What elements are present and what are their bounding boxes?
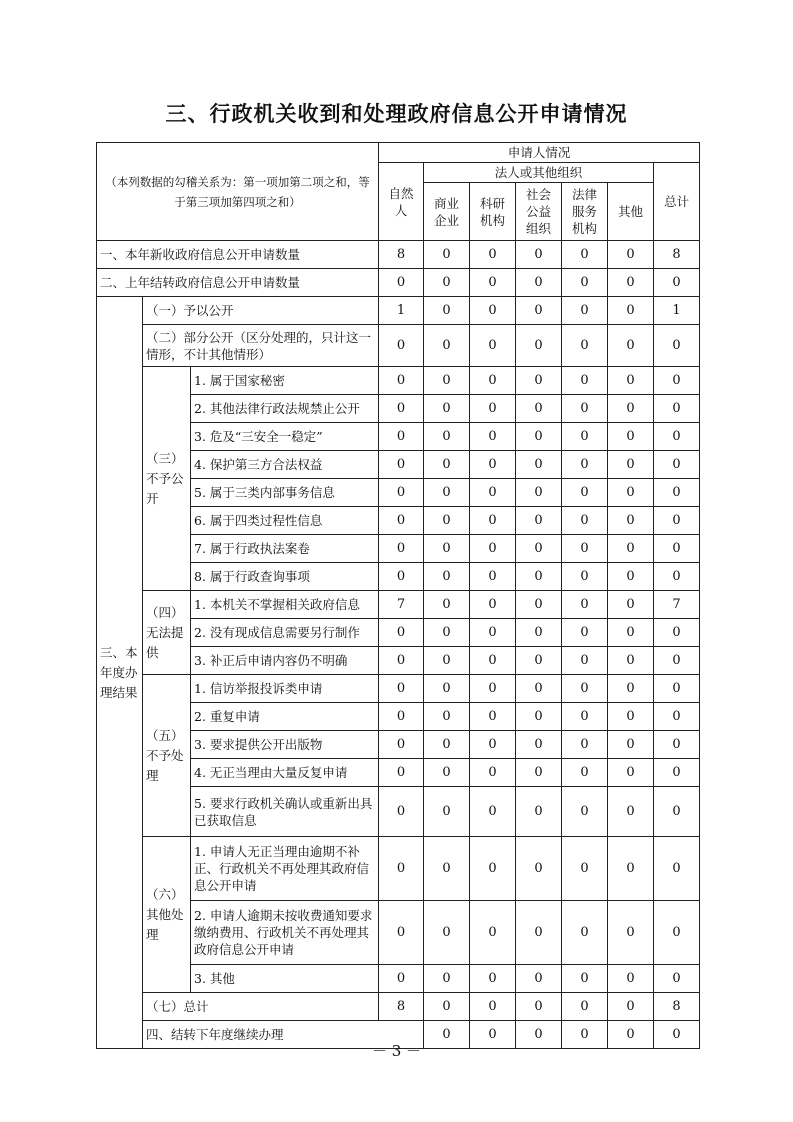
cell-value: 0 [470, 535, 516, 563]
cell-value: 0 [379, 901, 424, 965]
cell-value: 0 [424, 759, 470, 787]
cell-value: 0 [470, 787, 516, 837]
cell-value: 0 [470, 269, 516, 297]
cell-value: 0 [379, 535, 424, 563]
cell-value: 0 [654, 647, 700, 675]
cell-value: 0 [424, 731, 470, 759]
cell-value: 0 [608, 837, 654, 901]
cell-value: 0 [562, 563, 608, 591]
cell-value: 1 [654, 297, 700, 325]
cell-value: 0 [516, 367, 562, 395]
cell-value: 0 [562, 269, 608, 297]
cell-value: 0 [608, 759, 654, 787]
cell-value: 0 [424, 367, 470, 395]
cell-value: 7 [379, 591, 424, 619]
cell-value: 0 [516, 423, 562, 451]
cell-value: 0 [516, 395, 562, 423]
table-row [97, 837, 700, 901]
cell-value: 0 [608, 647, 654, 675]
header-legal-org: 法人或其他组织 [424, 163, 654, 183]
cell-value: 0 [424, 619, 470, 647]
row-label: 3. 其他 [191, 965, 379, 993]
cell-value: 7 [654, 591, 700, 619]
cell-value: 8 [654, 993, 700, 1021]
cell-value: 0 [608, 619, 654, 647]
cell-value: 0 [516, 647, 562, 675]
group-label-g4: （四）无法提供 [143, 591, 191, 675]
cell-value: 0 [424, 787, 470, 837]
cell-value: 0 [562, 619, 608, 647]
cell-value: 0 [424, 1021, 470, 1049]
cell-value: 0 [608, 451, 654, 479]
table-row [97, 591, 700, 619]
cell-value: 0 [424, 269, 470, 297]
cell-value: 0 [608, 367, 654, 395]
cell-value: 0 [608, 269, 654, 297]
cell-value: 0 [654, 1021, 700, 1049]
cell-value: 0 [654, 395, 700, 423]
cell-value: 0 [379, 269, 424, 297]
group-label-g5: （五）不予处理 [143, 675, 191, 837]
cell-value: 0 [424, 535, 470, 563]
cell-value: 0 [379, 451, 424, 479]
cell-value: 0 [654, 479, 700, 507]
row-label: 2. 重复申请 [191, 703, 379, 731]
cell-value: 0 [654, 535, 700, 563]
cell-value: 0 [379, 675, 424, 703]
cell-value: 0 [562, 507, 608, 535]
cell-value: 0 [379, 703, 424, 731]
cell-value: 0 [562, 965, 608, 993]
row-label: 4. 保护第三方合法权益 [191, 451, 379, 479]
cell-value: 0 [608, 675, 654, 703]
cell-value: 0 [470, 759, 516, 787]
cell-value: 0 [516, 535, 562, 563]
cell-value: 0 [424, 325, 470, 367]
cell-value: 0 [424, 451, 470, 479]
row-label: 1. 属于国家秘密 [191, 367, 379, 395]
row-label: 2. 没有现成信息需要另行制作 [191, 619, 379, 647]
cell-value: 0 [608, 479, 654, 507]
cell-value: 0 [608, 591, 654, 619]
cell-value: 0 [379, 325, 424, 367]
cell-value: 0 [608, 787, 654, 837]
page-number: － 3 － [371, 1042, 422, 1060]
cell-value: 0 [516, 241, 562, 269]
row-label: 1. 信访举报投诉类申请 [191, 675, 379, 703]
cell-value: 0 [516, 591, 562, 619]
cell-value: 0 [379, 395, 424, 423]
cell-value: 0 [516, 269, 562, 297]
cell-value: 0 [608, 325, 654, 367]
header-applicant: 申请人情况 [379, 143, 700, 163]
cell-value: 0 [424, 901, 470, 965]
cell-value: 0 [608, 731, 654, 759]
cell-value: 0 [470, 675, 516, 703]
row-label: 5. 属于三类内部事务信息 [191, 479, 379, 507]
cell-value: 0 [516, 451, 562, 479]
table-row [97, 325, 700, 367]
row-label: 5. 要求行政机关确认或重新出具已获取信息 [191, 787, 379, 837]
cell-value: 0 [516, 731, 562, 759]
cell-value: 0 [562, 787, 608, 837]
cell-value: 0 [470, 451, 516, 479]
cell-value: 0 [424, 837, 470, 901]
cell-value: 0 [379, 367, 424, 395]
cell-value: 0 [379, 423, 424, 451]
row-label: 1. 申请人无正当理由逾期不补正、行政机关不再处理其政府信息公开申请 [191, 837, 379, 901]
cell-value: 0 [470, 563, 516, 591]
header-social: 社会公益组织 [516, 183, 562, 241]
cell-value: 0 [379, 563, 424, 591]
cell-value: 0 [608, 507, 654, 535]
cell-value: 0 [516, 507, 562, 535]
section-3-label: 三、本年度办理结果 [97, 297, 143, 1049]
cell-value: 0 [562, 901, 608, 965]
cell-value: 0 [562, 837, 608, 901]
cell-value: 0 [424, 297, 470, 325]
table-row [97, 675, 700, 703]
cell-value: 0 [424, 423, 470, 451]
header-business: 商业企业 [424, 183, 470, 241]
cell-value: 0 [470, 731, 516, 759]
cell-value: 0 [562, 451, 608, 479]
cell-value: 0 [654, 563, 700, 591]
cell-value: 0 [424, 675, 470, 703]
row-label: （七）总计 [143, 993, 379, 1021]
cell-value: 0 [516, 787, 562, 837]
cell-value: 0 [562, 423, 608, 451]
cell-value: 0 [470, 325, 516, 367]
row-label: 2. 申请人逾期未按收费通知要求缴纳费用、行政机关不再处理其政府信息公开申请 [191, 901, 379, 965]
cell-value: 0 [562, 591, 608, 619]
row-label: （一）予以公开 [143, 297, 379, 325]
cell-value: 0 [608, 395, 654, 423]
cell-value: 0 [654, 619, 700, 647]
table-row [97, 367, 700, 395]
row-label: 3. 补正后申请内容仍不明确 [191, 647, 379, 675]
cell-value: 0 [470, 1021, 516, 1049]
cell-value: 0 [379, 507, 424, 535]
row-label: 一、本年新收政府信息公开申请数量 [97, 241, 379, 269]
cell-value: 0 [516, 297, 562, 325]
header-other: 其他 [608, 183, 654, 241]
cell-value: 0 [379, 759, 424, 787]
cell-value: 0 [424, 395, 470, 423]
cell-value: 0 [608, 297, 654, 325]
page-title: 三、行政机关收到和处理政府信息公开申请情况 [165, 102, 628, 126]
cell-value: 0 [608, 423, 654, 451]
cell-value: 0 [470, 993, 516, 1021]
cell-value: 0 [654, 965, 700, 993]
cell-value: 0 [562, 297, 608, 325]
cell-value: 0 [562, 395, 608, 423]
cell-value: 0 [516, 675, 562, 703]
cell-value: 0 [470, 395, 516, 423]
cell-value: 0 [424, 241, 470, 269]
cell-value: 0 [654, 423, 700, 451]
cell-value: 0 [470, 901, 516, 965]
cell-value: 0 [379, 731, 424, 759]
cell-value: 8 [379, 241, 424, 269]
cell-value: 0 [424, 563, 470, 591]
cell-value: 0 [516, 837, 562, 901]
cell-value: 0 [608, 1021, 654, 1049]
cell-value: 0 [562, 535, 608, 563]
header-total: 总计 [654, 163, 700, 241]
cell-value: 0 [470, 507, 516, 535]
cell-value: 0 [654, 325, 700, 367]
cell-value: 0 [562, 1021, 608, 1049]
row-label: 7. 属于行政执法案卷 [191, 535, 379, 563]
header-natural-person: 自然人 [379, 163, 424, 241]
cell-value: 0 [424, 591, 470, 619]
cell-value: 0 [654, 731, 700, 759]
cell-value: 0 [608, 901, 654, 965]
cell-value: 0 [562, 675, 608, 703]
cell-value: 0 [608, 965, 654, 993]
cell-value: 0 [470, 647, 516, 675]
table-row [97, 993, 700, 1021]
cell-value: 0 [654, 675, 700, 703]
cell-value: 0 [424, 965, 470, 993]
cell-value: 0 [654, 507, 700, 535]
cell-value: 0 [516, 1021, 562, 1049]
cell-value: 0 [516, 479, 562, 507]
cell-value: 0 [654, 901, 700, 965]
cell-value: 8 [379, 993, 424, 1021]
cell-value: 0 [562, 993, 608, 1021]
row-label: 8. 属于行政查询事项 [191, 563, 379, 591]
cell-value: 0 [562, 241, 608, 269]
cell-value: 0 [470, 619, 516, 647]
cell-value: 8 [654, 241, 700, 269]
cell-value: 0 [654, 451, 700, 479]
cell-value: 0 [379, 965, 424, 993]
cell-value: 0 [470, 367, 516, 395]
table-row [97, 297, 700, 325]
cell-value: 0 [562, 325, 608, 367]
cell-value: 0 [516, 703, 562, 731]
cell-value: 0 [516, 901, 562, 965]
cell-value: 0 [608, 241, 654, 269]
cell-value: 0 [379, 647, 424, 675]
cell-value: 0 [424, 703, 470, 731]
cell-value: 0 [470, 837, 516, 901]
cell-value: 0 [654, 787, 700, 837]
group-label-g6: （六）其他处理 [143, 837, 191, 993]
cell-value: 0 [654, 269, 700, 297]
cell-value: 0 [470, 423, 516, 451]
cell-value: 0 [562, 703, 608, 731]
cell-value: 0 [424, 507, 470, 535]
row-label: 四、结转下年度继续办理 [143, 1021, 424, 1049]
cell-value: 0 [608, 993, 654, 1021]
cell-value: 0 [562, 759, 608, 787]
table-row [97, 241, 700, 269]
cell-value: 0 [608, 563, 654, 591]
cell-value: 0 [379, 837, 424, 901]
cell-value: 0 [562, 479, 608, 507]
row-label: 4. 无正当理由大量反复申请 [191, 759, 379, 787]
row-label: 1. 本机关不掌握相关政府信息 [191, 591, 379, 619]
cell-value: 0 [654, 837, 700, 901]
cell-value: 0 [470, 965, 516, 993]
cell-value: 0 [379, 787, 424, 837]
cell-value: 0 [562, 731, 608, 759]
application-table [96, 142, 700, 1049]
cell-value: 0 [654, 703, 700, 731]
cell-value: 0 [379, 479, 424, 507]
row-label: 2. 其他法律行政法规禁止公开 [191, 395, 379, 423]
cell-value: 0 [516, 965, 562, 993]
cell-value: 0 [470, 591, 516, 619]
cell-value: 0 [562, 367, 608, 395]
cell-value: 1 [379, 297, 424, 325]
table-note: （本列数据的勾稽关系为：第一项加第二项之和，等于第三项加第四项之和） [97, 143, 379, 241]
header-research: 科研机构 [470, 183, 516, 241]
cell-value: 0 [424, 647, 470, 675]
cell-value: 0 [470, 297, 516, 325]
group-label-g3: （三）不予公开 [143, 367, 191, 591]
cell-value: 0 [424, 993, 470, 1021]
cell-value: 0 [516, 993, 562, 1021]
cell-value: 0 [470, 479, 516, 507]
header-legal-service: 法律服务机构 [562, 183, 608, 241]
cell-value: 0 [654, 367, 700, 395]
cell-value: 0 [470, 703, 516, 731]
cell-value: 0 [379, 619, 424, 647]
cell-value: 0 [654, 759, 700, 787]
cell-value: 0 [608, 703, 654, 731]
cell-value: 0 [516, 619, 562, 647]
cell-value: 0 [516, 325, 562, 367]
row-label: 3. 危及“三安全一稳定” [191, 423, 379, 451]
row-label: （二）部分公开（区分处理的，只计这一情形，不计其他情形） [143, 325, 379, 367]
cell-value: 0 [516, 563, 562, 591]
cell-value: 0 [516, 759, 562, 787]
row-label: 6. 属于四类过程性信息 [191, 507, 379, 535]
cell-value: 0 [470, 241, 516, 269]
cell-value: 0 [608, 535, 654, 563]
cell-value: 0 [562, 647, 608, 675]
row-label: 二、上年结转政府信息公开申请数量 [97, 269, 379, 297]
table-row [97, 269, 700, 297]
cell-value: 0 [424, 479, 470, 507]
row-label: 3. 要求提供公开出版物 [191, 731, 379, 759]
